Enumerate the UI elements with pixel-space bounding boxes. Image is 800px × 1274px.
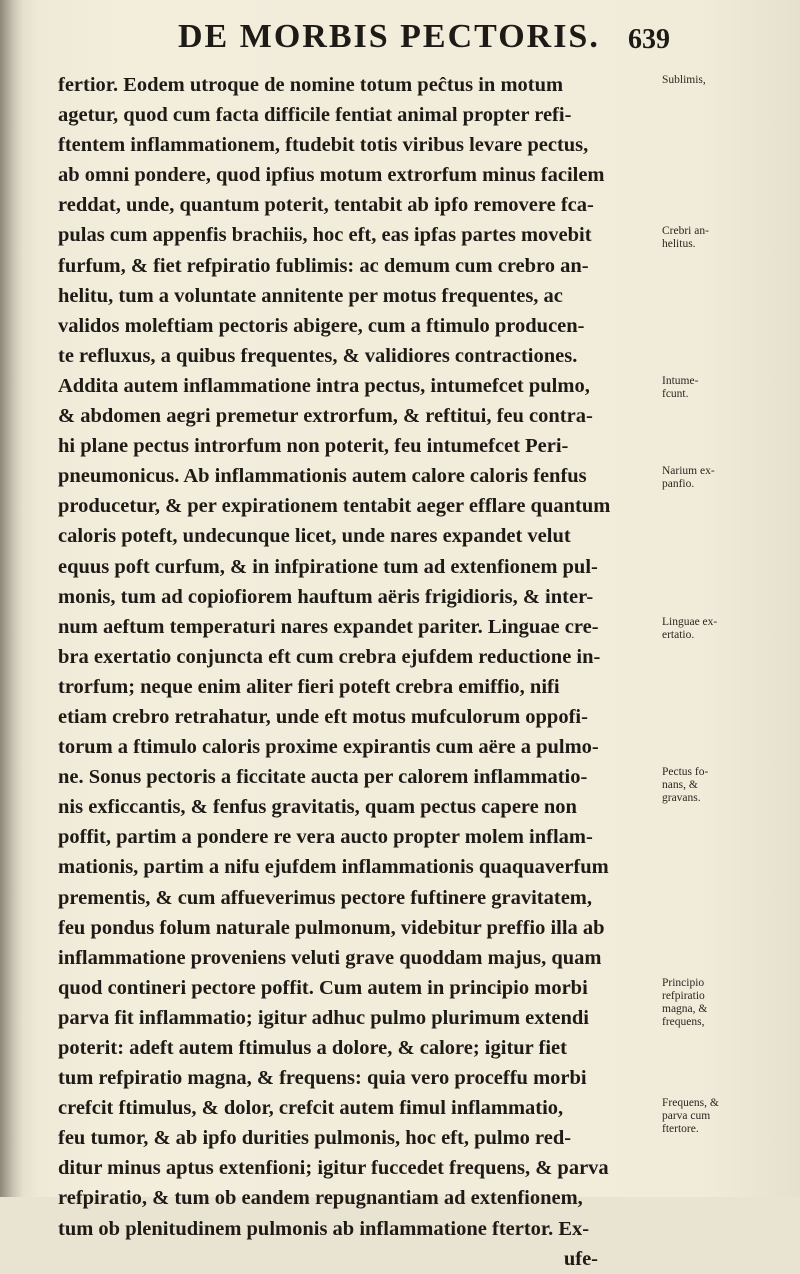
text-line: monis, tum ad copiofiorem hauftum aëris frigidioris, & inter- [58,585,594,608]
margin-note: Sublimis, [662,74,706,86]
text-line: hi plane pectus introrfum non poterit, feu intumefcet Peri- [58,435,569,458]
text-line: equus poft curfum, & in infpiratione tum ad extenfionem pul- [58,555,598,578]
margin-note: Narium ex- panfio. [662,465,715,491]
text-line: ab omni pondere, quod ipfius motum extrorfum minus facilem [58,164,605,187]
text-line: caloris poteft, undecunque licet, unde nares expandet velut [58,525,571,548]
text-line: ditur minus aptus extenfioni; igitur fuccedet frequens, & parva [58,1157,609,1180]
text-line: validos moleftiam pectoris abigere, cum a ftimulo producen- [58,314,585,337]
text-line: pulas cum appenfis brachiis, hoc eft, eas ipfas partes movebit [58,224,592,247]
text-line: Addita autem inflammatione intra pectus, intumefcet pulmo, [58,374,590,397]
text-line: torum a ftimulo caloris proxime expirantis cum aëre a pulmo- [58,736,599,759]
text-line: fertior. Eodem utroque de nomine totum peĉtus in motum [58,74,564,96]
text-line: poterit: adeft autem ftimulus a dolore, & calore; igitur fiet [58,1037,567,1059]
text-line: etiam crebro retrahatur, unde eft motus mufculorum oppofi- [58,705,588,728]
margin-note: Intume- fcunt. [662,375,699,400]
book-spine-shadow [0,0,22,1197]
text-line: agetur, quod cum facta difficile fentiat animal propter refi- [58,104,572,127]
text-line: pneumonicus. Ab inflammationis autem calore caloris fenfus [58,465,587,488]
running-title: DE MORBIS PECTORIS. [178,18,600,55]
page-number: 639 [628,24,670,55]
body-text [58,70,658,1274]
margin-note: Crebri an- helitus. [662,224,709,250]
margin-note: Pectus fo- nans, & gravans. [662,766,709,805]
page-header [88,14,728,58]
text-line: num aeftum temperaturi nares expandet pariter. Linguae cre- [58,615,599,638]
text-line: producetur, & per expirationem tentabit aeger efflare quantum [58,495,611,518]
text-line: bra exertatio conjuncta eft cum crebra ejufdem reductione in- [58,645,601,668]
text-line: feu tumor, & ab ipfo durities pulmonis, hoc eft, pulmo red- [58,1127,572,1150]
margin-note: Linguae ex- ertatio. [662,615,718,641]
text-line: nis exficcantis, & fenfus gravitatis, quam pectus capere non [58,796,577,819]
text-line: poffit, partim a pondere re vera aucto propter molem inflam- [58,826,593,849]
text-line: mationis, partim a nifu ejufdem inflammationis quaquaverfum [58,856,609,879]
text-line: te refluxus, a quibus frequentes, & validiores contractiones. [58,344,578,367]
text-line: prementis, & cum affueverimus pectore fuftinere gravitatem, [58,886,592,909]
text-line: reddat, unde, quantum poterit, tentabit ab ipfo removere fca- [58,194,594,217]
catchword: ufe- [563,1247,598,1270]
text-line: feu pondus folum naturale pulmonum, videbitur preffio illa ab [58,916,605,939]
text-line: crefcit ftimulus, & dolor, crefcit autem fimul inflammatio, [58,1097,564,1120]
text-line: tum ob plenitudinem pulmonis ab inflammatione ftertor. Ex- [58,1217,590,1240]
text-line: ftentem inflammationem, ftudebit totis viribus levare pectus, [58,134,589,157]
text-line: refpiratio, & tum ob eandem repugnantiam ad extenfionem, [58,1187,583,1210]
text-line: ne. Sonus pectoris a ficcitate aucta per calorem inflammatio- [58,766,588,789]
text-line: parva fit inflammatio; igitur adhuc pulmo plurimum extendi [58,1006,589,1029]
margin-note: Frequens, & parva cum ftertore. [662,1097,719,1136]
text-line: quod contineri pectore poffit. Cum autem in principio morbi [58,976,588,999]
text-line: & abdomen aegri premetur extrorfum, & reftitui, feu contra- [58,405,593,428]
text-line: furfum, & fiet refpiratio fublimis: ac demum cum crebro an- [58,254,589,277]
text-line: tum refpiratio magna, & frequens: quia vero proceffu morbi [58,1067,587,1090]
text-line: inflammatione proveniens veluti grave quoddam majus, quam [58,946,602,969]
margin-note: Principio refpiratio magna, & frequens, [662,977,708,1028]
text-line: trorfum; neque enim aliter fieri poteft crebra emiffio, nifi [58,675,560,698]
text-line: helitu, tum a voluntate annitente per motus frequentes, ac [58,284,563,307]
